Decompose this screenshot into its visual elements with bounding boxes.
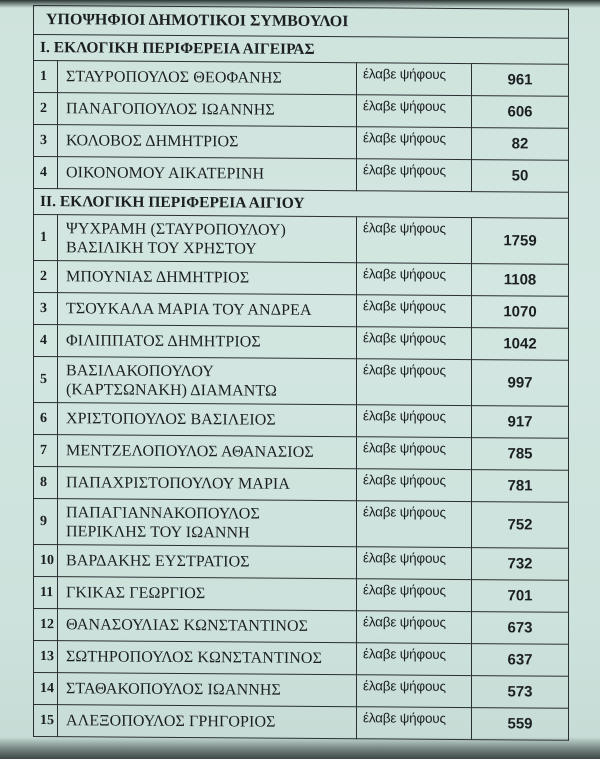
table-row	[34, 93, 569, 129]
table-row	[34, 545, 569, 581]
candidate-votes: 1070	[472, 296, 569, 329]
candidate-status: έλαβε ψήφους	[357, 359, 472, 406]
candidate-status: έλαβε ψήφους	[357, 611, 472, 644]
candidate-number: 12	[34, 609, 58, 641]
candidate-status: έλαβε ψήφους	[357, 295, 472, 328]
candidate-number: 14	[34, 673, 58, 705]
candidate-name: ΟΙΚΟΝΟΜΟΥ ΑΙΚΑΤΕΡΙΝΗ	[58, 157, 357, 191]
table-row	[34, 157, 569, 193]
candidate-number: 11	[34, 577, 58, 609]
candidate-votes: 752	[472, 502, 569, 549]
candidate-name	[58, 357, 357, 405]
section-heading-aigio: ΙΙ. ΕΚΛΟΓΙΚΗ ΠΕΡΙΦΕΡΕΙΑ ΑΙΓΙΟΥ	[34, 189, 569, 219]
candidate-name: ΜΠΟΥΝΙΑΣ ΔΗΜΗΤΡΙΟΣ	[58, 261, 357, 295]
candidate-status: έλαβε ψήφους	[357, 707, 472, 740]
candidate-votes: 1759	[472, 218, 569, 265]
table-row	[34, 641, 569, 677]
table-row	[34, 435, 569, 471]
page-shadow-bottom	[0, 737, 600, 759]
candidate-status: έλαβε ψήφους	[357, 579, 472, 612]
table-row	[34, 261, 569, 297]
candidate-status: έλαβε ψήφους	[357, 263, 472, 296]
table-row	[34, 467, 569, 503]
section-heading-aigeira: Ι. ΕΚΛΟΓΙΚΗ ΠΕΡΙΦΕΡΕΙΑ ΑΙΓΕΙΡΑΣ	[34, 35, 569, 65]
candidate-votes: 961	[472, 64, 569, 97]
candidate-name: ΤΣΟΥΚΑΛΑ ΜΑΡΙΑ ΤΟΥ ΑΝΔΡΕΑ	[58, 293, 357, 327]
candidate-number: 15	[34, 705, 58, 737]
table-row	[34, 609, 569, 645]
candidate-status: έλαβε ψήφους	[357, 63, 472, 96]
table-row	[34, 705, 569, 741]
candidate-status: έλαβε ψήφους	[357, 547, 472, 580]
candidate-votes: 1042	[472, 328, 569, 361]
candidate-name-line2: ΠΕΡΙΚΛΗΣ ΤΟΥ ΙΩΑΝΝΗ	[66, 522, 250, 542]
candidate-name: ΣΤΑΘΑΚΟΠΟΥΛΟΣ ΙΩΑΝΝΗΣ	[58, 673, 357, 707]
candidate-status: έλαβε ψήφους	[357, 159, 472, 192]
table-row	[34, 215, 569, 265]
candidate-name: ΣΩΤΗΡΟΠΟΥΛΟΣ ΚΩΝΣΤΑΝΤΙΝΟΣ	[58, 641, 357, 675]
candidate-name: ΚΟΛΟΒΟΣ ΔΗΜΗΤΡΙΟΣ	[58, 125, 357, 159]
candidate-name: ΘΑΝΑΣΟΥΛΙΑΣ ΚΩΝΣΤΑΝΤΙΝΟΣ	[58, 609, 357, 643]
candidate-status: έλαβε ψήφους	[357, 95, 472, 128]
table-row	[34, 499, 569, 549]
table-row	[34, 125, 569, 161]
candidate-status: έλαβε ψήφους	[357, 217, 472, 264]
candidate-name-line1: ΒΑΣΙΛΑΚΟΠΟΥΛΟΥ	[66, 361, 214, 380]
candidate-name-line2: (ΚΑΡΤΣΩΝΑΚΗ) ΔΙΑΜΑΝΤΩ	[66, 380, 277, 400]
table-row	[34, 293, 569, 329]
candidate-status: έλαβε ψήφους	[357, 405, 472, 438]
candidate-status: έλαβε ψήφους	[357, 501, 472, 548]
candidate-votes: 50	[472, 160, 569, 193]
candidate-votes: 559	[472, 708, 569, 741]
candidate-name-line2: ΒΑΣΙΛΙΚΗ ΤΟΥ ΧΡΗΣΤΟΥ	[66, 238, 257, 258]
candidate-name: ΧΡΙΣΤΟΠΟΥΛΟΣ ΒΑΣΙΛΕΙΟΣ	[58, 403, 357, 437]
candidate-status: έλαβε ψήφους	[357, 469, 472, 502]
candidate-votes: 785	[472, 438, 569, 471]
candidate-votes: 732	[472, 548, 569, 581]
table-row	[34, 403, 569, 439]
candidate-status: έλαβε ψήφους	[357, 675, 472, 708]
candidate-number: 5	[34, 357, 58, 403]
candidate-number: 6	[34, 403, 58, 435]
candidate-name: ΣΤΑΥΡΟΠΟΥΛΟΣ ΘΕΟΦΑΝΗΣ	[58, 61, 357, 95]
candidate-name: ΦΙΛΙΠΠΑΤΟΣ ΔΗΜΗΤΡΙΟΣ	[58, 325, 357, 359]
candidate-number: 1	[34, 61, 58, 93]
candidate-votes: 1108	[472, 264, 569, 297]
table-row	[34, 673, 569, 709]
candidate-number: 9	[34, 499, 58, 545]
candidate-name: ΒΑΡΔΑΚΗΣ ΕΥΣΤΡΑΤΙΟΣ	[58, 545, 357, 579]
candidate-votes: 82	[472, 128, 569, 161]
candidate-number: 3	[34, 293, 58, 325]
candidate-votes: 781	[472, 470, 569, 503]
candidate-number: 13	[34, 641, 58, 673]
candidate-number: 2	[34, 261, 58, 293]
candidate-number: 3	[34, 125, 58, 157]
candidate-votes: 606	[472, 96, 569, 129]
candidate-votes: 673	[472, 612, 569, 645]
candidate-number: 7	[34, 435, 58, 467]
candidate-votes: 637	[472, 644, 569, 677]
candidate-number: 4	[34, 157, 58, 189]
candidate-name: ΠΑΝΑΓΟΠΟΥΛΟΣ ΙΩΑΝΝΗΣ	[58, 93, 357, 127]
candidate-votes: 917	[472, 406, 569, 439]
table-title-row	[34, 6, 569, 39]
candidate-votes: 573	[472, 676, 569, 709]
section-heading-row	[34, 189, 569, 219]
table-row	[34, 357, 569, 407]
table-title: ΥΠΟΨΗΦΙΟΙ ΔΗΜΟΤΙΚΟΙ ΣΥΜΒΟΥΛΟΙ	[34, 6, 569, 39]
candidate-name-line1: ΨΥΧΡΑΜΗ (ΣΤΑΥΡΟΠΟΥΛΟΥ)	[66, 219, 286, 239]
candidate-status: έλαβε ψήφους	[357, 437, 472, 470]
candidate-name-line1: ΠΑΠΑΓΙΑΝΝΑΚΟΠΟΥΛΟΣ	[66, 503, 260, 523]
table-row	[34, 61, 569, 97]
candidate-status: έλαβε ψήφους	[357, 643, 472, 676]
section-heading-row	[34, 35, 569, 65]
candidate-number: 10	[34, 545, 58, 577]
candidate-number: 8	[34, 467, 58, 499]
candidate-name: ΑΛΕΞΟΠΟΥΛΟΣ ΓΡΗΓΟΡΙΟΣ	[58, 705, 357, 739]
candidate-number: 2	[34, 93, 58, 125]
table-row	[34, 577, 569, 613]
candidate-name: ΜΕΝΤΖΕΛΟΠΟΥΛΟΣ ΑΘΑΝΑΣΙΟΣ	[58, 435, 357, 469]
candidate-name: ΠΑΠΑΧΡΙΣΤΟΠΟΥΛΟΥ ΜΑΡΙΑ	[58, 467, 357, 501]
candidate-status: έλαβε ψήφους	[357, 327, 472, 360]
candidate-number: 1	[34, 215, 58, 261]
candidates-table	[33, 5, 569, 741]
candidate-votes: 701	[472, 580, 569, 613]
candidate-votes: 997	[472, 360, 569, 407]
candidate-name: ΓΚΙΚΑΣ ΓΕΩΡΓΙΟΣ	[58, 577, 357, 611]
table-row	[34, 325, 569, 361]
candidate-name	[58, 499, 357, 547]
candidate-status: έλαβε ψήφους	[357, 127, 472, 160]
candidate-number: 4	[34, 325, 58, 357]
candidate-name	[58, 215, 357, 263]
